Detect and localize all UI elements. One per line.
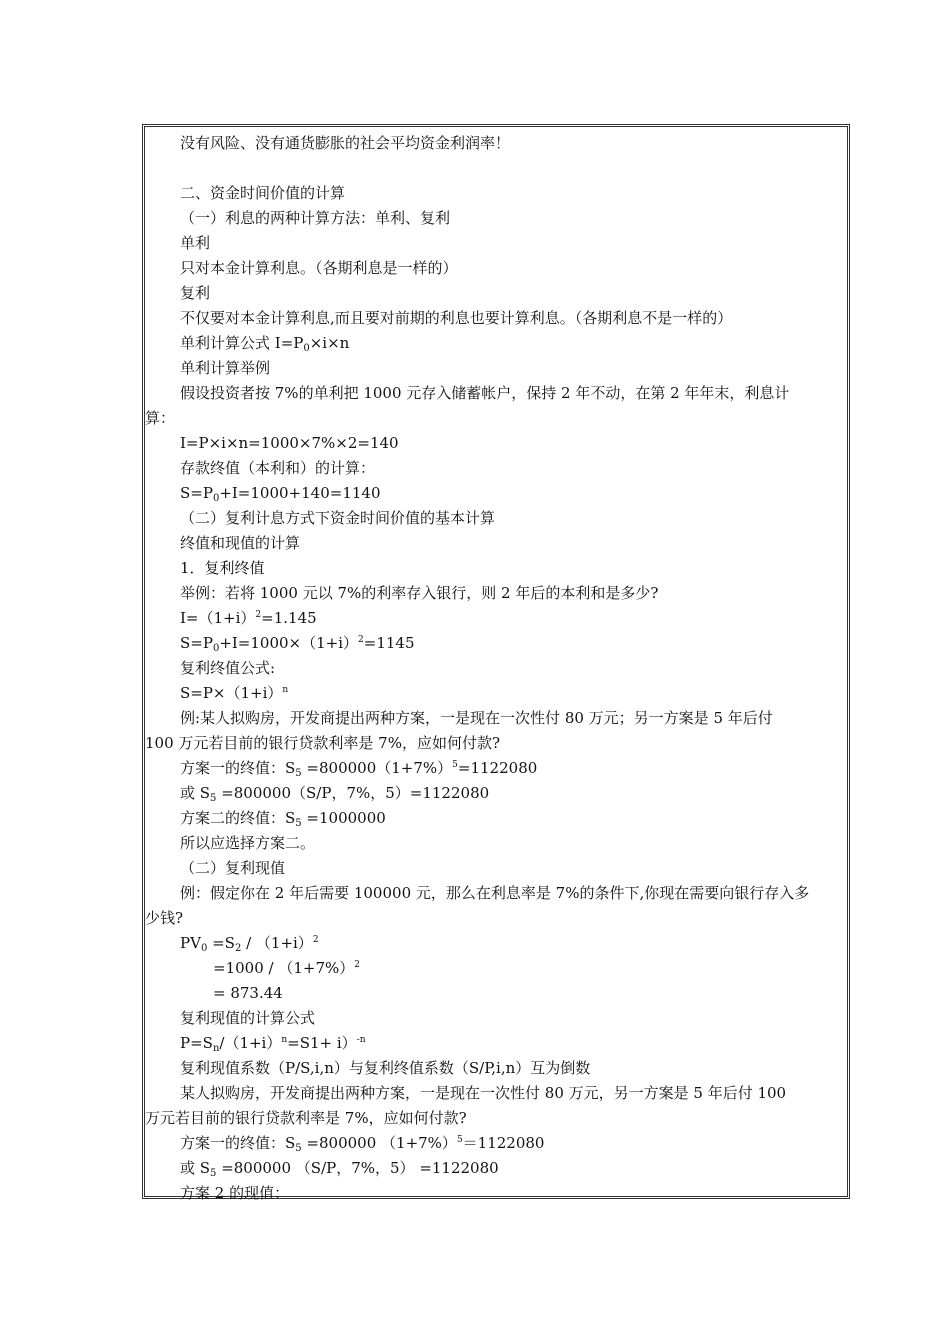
text: =1.145	[261, 609, 317, 627]
text: =1000 / （1+7%）	[213, 959, 355, 977]
paragraph: 复利	[180, 284, 211, 302]
formula-line	[145, 1156, 849, 1181]
formula-line	[145, 331, 849, 356]
text: 方案二的终值：S	[180, 809, 296, 827]
paragraph: 单利	[180, 234, 211, 252]
text: =S	[207, 934, 235, 952]
formula-line	[145, 481, 849, 506]
paragraph-continuation: 算：	[145, 409, 176, 427]
text: =1145	[363, 634, 415, 652]
text: ＝1122080	[462, 1134, 545, 1152]
formula-line	[145, 931, 849, 956]
text: PV	[180, 934, 201, 952]
text: =1000000	[301, 809, 386, 827]
formula-line	[145, 756, 849, 781]
text: / （1+i）	[241, 934, 313, 952]
paragraph: 复利现值的计算公式	[180, 1009, 316, 1027]
superscript: 5	[452, 760, 458, 770]
paragraph-continuation: 少钱?	[145, 909, 184, 927]
text: =800000 （S/P，7%，5） =1122080	[216, 1159, 499, 1177]
formula-line	[145, 1131, 849, 1156]
paragraph: 没有风险、没有通货膨胀的社会平均资金利润率！	[180, 134, 511, 152]
document-body	[145, 131, 849, 1206]
text: 或 S	[180, 784, 211, 802]
text: 方案一的终值：S	[180, 759, 296, 777]
text: S=P×（1+i）	[180, 684, 283, 702]
paragraph: 所以应选择方案二。	[180, 834, 316, 852]
text: ×i×n	[309, 334, 350, 352]
formula-line	[145, 606, 849, 631]
subscript: 0	[303, 343, 310, 354]
superscript: 2	[358, 635, 364, 645]
superscript: n	[281, 1035, 288, 1045]
superscript: 2	[354, 960, 360, 970]
text: /（1+i）	[219, 1034, 282, 1052]
paragraph: 1．复利终值	[180, 559, 265, 577]
paragraph-continuation: 100 万元若目前的银行贷款利率是 7%，应如何付款?	[145, 734, 501, 752]
superscript: n	[282, 685, 289, 695]
text: I=（1+i）	[180, 609, 256, 627]
superscript: 5	[456, 1135, 463, 1145]
superscript: 2	[255, 610, 262, 620]
subscript: 5	[210, 1168, 217, 1179]
text: =1122080	[457, 759, 538, 777]
formula-line: I=P×i×n=1000×7%×2=140	[180, 434, 399, 452]
text: =800000（1+7%）	[301, 759, 453, 777]
paragraph: 假设投资者按 7%的单利把 1000 元存入储蓄帐户，保持 2 年不动，在第 2 年年末，利息计	[180, 384, 790, 402]
text: +I=1000×（1+i）	[219, 634, 359, 652]
paragraph: 举例：若将 1000 元以 7%的利率存入银行，则 2 年后的本利和是多少?	[180, 584, 659, 602]
subsection-heading: （二）复利现值	[180, 859, 286, 877]
subscript: 5	[295, 768, 302, 779]
formula-line	[145, 956, 849, 981]
formula-line	[145, 806, 849, 831]
paragraph: 终值和现值的计算	[180, 534, 301, 552]
formula-line	[145, 631, 849, 656]
paragraph: 复利终值公式:	[180, 659, 276, 677]
paragraph: 存款终值（本利和）的计算：	[180, 459, 376, 477]
paragraph: 复利现值系数（P/S,i,n）与复利终值系数（S/P,i,n）互为倒数	[180, 1059, 591, 1077]
text: 或 S	[180, 1159, 211, 1177]
paragraph: 不仅要对本金计算利息,而且要对前期的利息也要计算利息。（各期利息不是一样的）	[180, 309, 733, 327]
formula-line	[145, 781, 849, 806]
formula-line	[145, 1031, 849, 1056]
text: =800000 （1+7%）	[301, 1134, 457, 1152]
document-frame	[142, 124, 850, 1202]
text: =800000（S/P，7%，5）=1122080	[216, 784, 490, 802]
subscript: n	[212, 1043, 220, 1054]
superscript: 2	[312, 935, 319, 945]
subscript: 0	[212, 643, 220, 654]
text: =S1+ i）	[287, 1034, 357, 1052]
text: +I=1000+140=1140	[219, 484, 381, 502]
formula-line: = 873.44	[213, 984, 283, 1002]
superscript: -n	[356, 1035, 366, 1045]
paragraph: 单利计算举例	[180, 359, 271, 377]
text: 方案一的终值：S	[180, 1134, 296, 1152]
subscript: 5	[295, 1143, 302, 1154]
paragraph: 某人拟购房，开发商提出两种方案，一是现在一次性付 80 万元，另一方案是 5 年后付 100	[180, 1084, 787, 1102]
formula-line	[145, 681, 849, 706]
text: S=P	[180, 484, 213, 502]
paragraph: 只对本金计算利息。（各期利息是一样的）	[180, 259, 458, 277]
subscript: 0	[212, 493, 220, 504]
subscript: 2	[234, 943, 242, 954]
paragraph: 方案 2 的现值：	[180, 1184, 290, 1202]
subscript: 5	[210, 793, 217, 804]
paragraph-continuation: 万元若目前的银行贷款利率是 7%，应如何付款?	[145, 1109, 467, 1127]
paragraph: 例:某人拟购房，开发商提出两种方案，一是现在一次性付 80 万元；另一方案是 5 年后付	[180, 709, 773, 727]
text: P=S	[180, 1034, 213, 1052]
subsection-heading: （二）复利计息方式下资金时间价值的基本计算	[180, 509, 496, 527]
subscript: 5	[295, 818, 302, 829]
section-heading: 二、资金时间价值的计算	[180, 184, 346, 202]
subsection-heading: （一）利息的两种计算方法：单利、复利	[180, 209, 451, 227]
text: 单利计算公式 I=P	[180, 334, 304, 352]
paragraph: 例：假定你在 2 年后需要 100000 元，那么在利息率是 7%的条件下,你现在需要向银行存入多	[180, 884, 810, 902]
subscript: 0	[200, 943, 208, 954]
text: S=P	[180, 634, 213, 652]
blank-line	[145, 156, 849, 181]
